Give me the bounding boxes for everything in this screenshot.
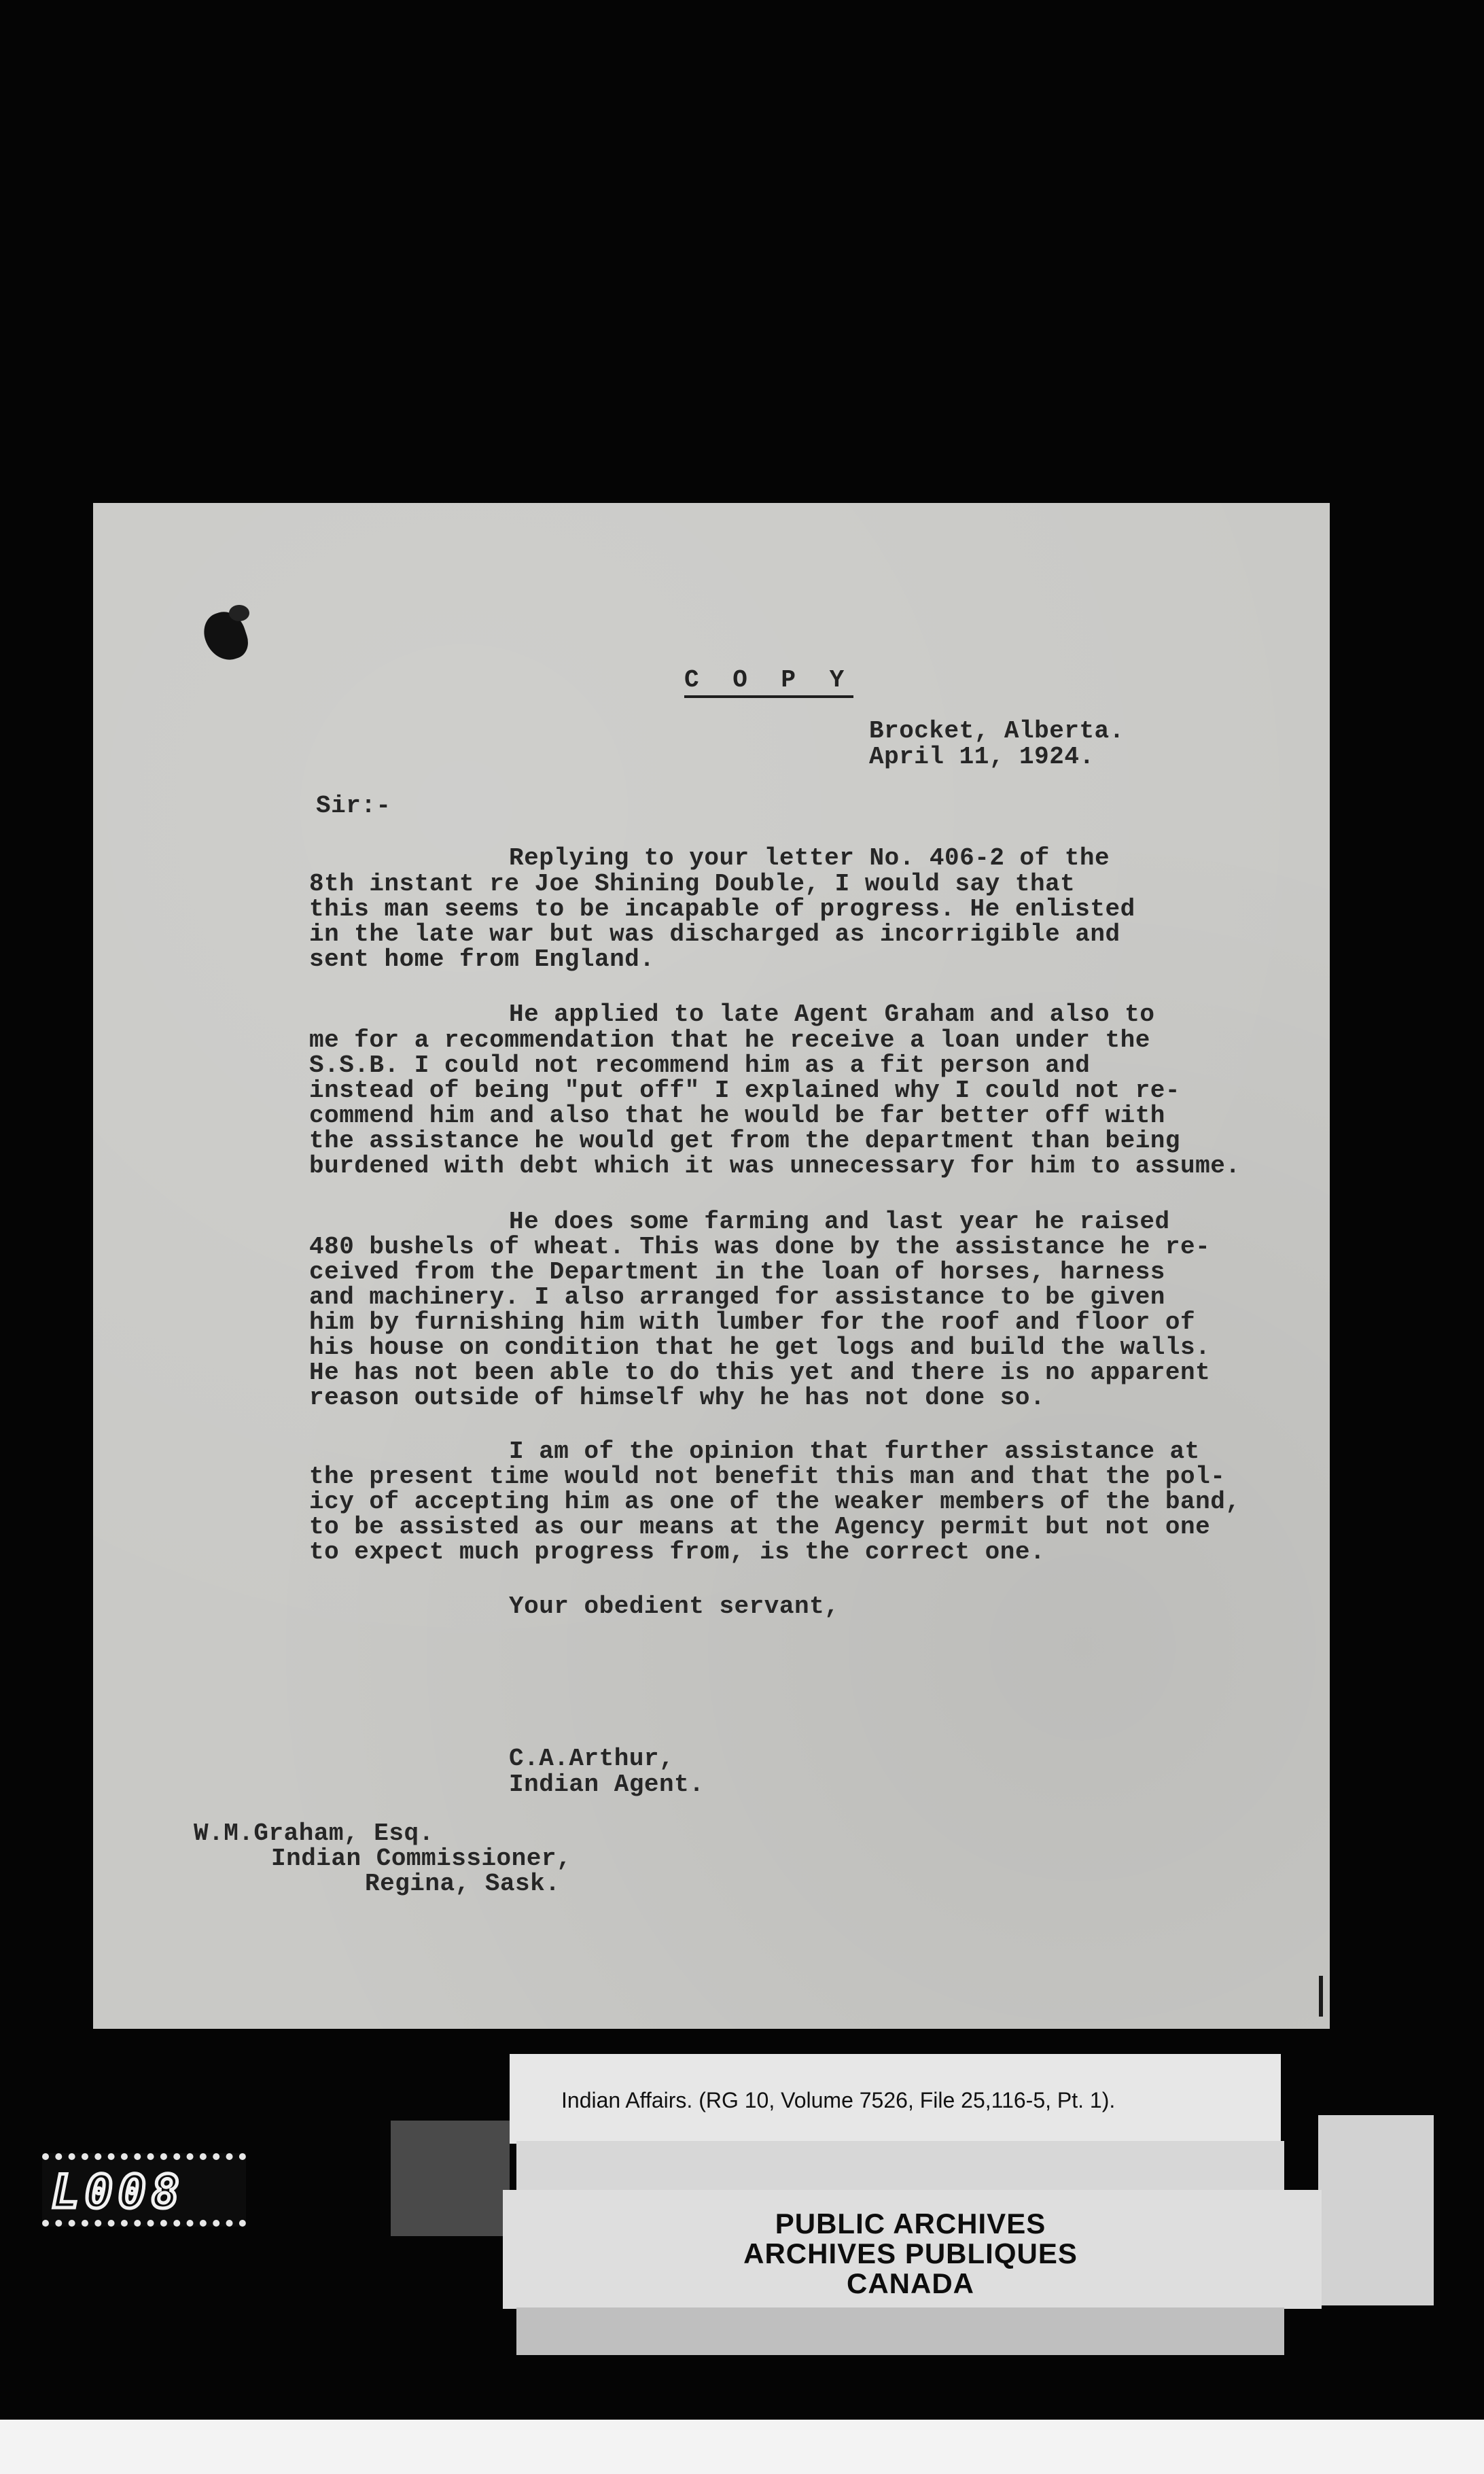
body-line: ceived from the Department in the loan of horses, harness	[309, 1258, 1165, 1286]
film-edge-strip	[0, 2420, 1484, 2474]
body-line: instead of being "put off" I explained why I could not re-	[309, 1077, 1181, 1104]
body-line: I am of the opinion that further assistance at	[509, 1438, 1200, 1465]
signature-title: Indian Agent.	[509, 1771, 705, 1798]
body-line: S.S.B. I could not recommend him as a fit person and	[309, 1051, 1091, 1079]
body-line: burdened with debt which it was unnecessary for him to assume.	[309, 1152, 1241, 1180]
label-tab-left	[391, 2121, 510, 2236]
archives-line-english: PUBLIC ARCHIVES	[775, 2208, 1046, 2240]
date-line: April 11, 1924.	[869, 743, 1095, 771]
body-line: the present time would not benefit this man and that the pol-	[309, 1463, 1226, 1491]
body-line: icy of accepting him as one of the weaker members of the band,	[309, 1488, 1241, 1516]
frame-number: L008	[52, 2165, 185, 2219]
page-edge-mark	[1319, 1976, 1323, 2017]
ink-smudge-small	[229, 605, 249, 621]
archive-card-strip	[516, 2141, 1284, 2192]
body-line: sent home from England.	[309, 945, 655, 973]
frame-counter	[42, 2153, 246, 2227]
place-line: Brocket, Alberta.	[869, 717, 1125, 745]
archives-line-french: ARCHIVES PUBLIQUES	[743, 2237, 1078, 2269]
archive-reference: Indian Affairs. (RG 10, Volume 7526, File 25,116-5, Pt. 1).	[561, 2088, 1116, 2112]
salutation: Sir:-	[316, 792, 391, 820]
signature-name: C.A.Arthur,	[509, 1745, 675, 1773]
letter-page	[93, 503, 1330, 2029]
body-line: reason outside of himself why he has not done so.	[309, 1384, 1046, 1412]
body-line: his house on condition that he get logs and build the walls.	[309, 1334, 1211, 1361]
body-line: 8th instant re Joe Shining Double, I would say that	[309, 870, 1076, 898]
body-line: Replying to your letter No. 406-2 of the	[509, 844, 1110, 872]
label-tab-right	[1318, 2115, 1434, 2305]
archives-stamp	[503, 2190, 1322, 2309]
recipient-title: Indian Commissioner,	[271, 1845, 572, 1872]
body-line: to be assisted as our means at the Agency permit but not one	[309, 1513, 1211, 1541]
body-line: He has not been able to do this yet and there is no apparent	[309, 1359, 1211, 1387]
body-line: He applied to late Agent Graham and also to	[509, 1000, 1155, 1028]
closing: Your obedient servant,	[509, 1592, 840, 1620]
recipient-address: Regina, Sask.	[365, 1870, 561, 1898]
archives-line-country: CANADA	[847, 2267, 974, 2299]
body-line: to expect much progress from, is the correct one.	[309, 1538, 1046, 1566]
body-line: in the late war but was discharged as incorrigible and	[309, 920, 1120, 948]
body-line: me for a recommendation that he receive a loan under the	[309, 1026, 1150, 1054]
recipient-name: W.M.Graham, Esq.	[194, 1819, 434, 1847]
body-line: the assistance he would get from the department than being	[309, 1127, 1181, 1155]
body-line: and machinery. I also arranged for assistance to be given	[309, 1283, 1165, 1311]
body-line: He does some farming and last year he raised	[509, 1208, 1170, 1236]
body-line: him by furnishing him with lumber for the roof and floor of	[309, 1308, 1196, 1336]
body-line: this man seems to be incapable of progress. He enlisted	[309, 895, 1135, 923]
copy-heading: C O P Y	[684, 666, 853, 698]
archive-card-bottom	[516, 2307, 1284, 2355]
body-line: 480 bushels of wheat. This was done by the assistance he re-	[309, 1233, 1211, 1261]
archive-reference-card	[510, 2054, 1281, 2144]
body-line: commend him and also that he would be far better off with	[309, 1102, 1165, 1130]
